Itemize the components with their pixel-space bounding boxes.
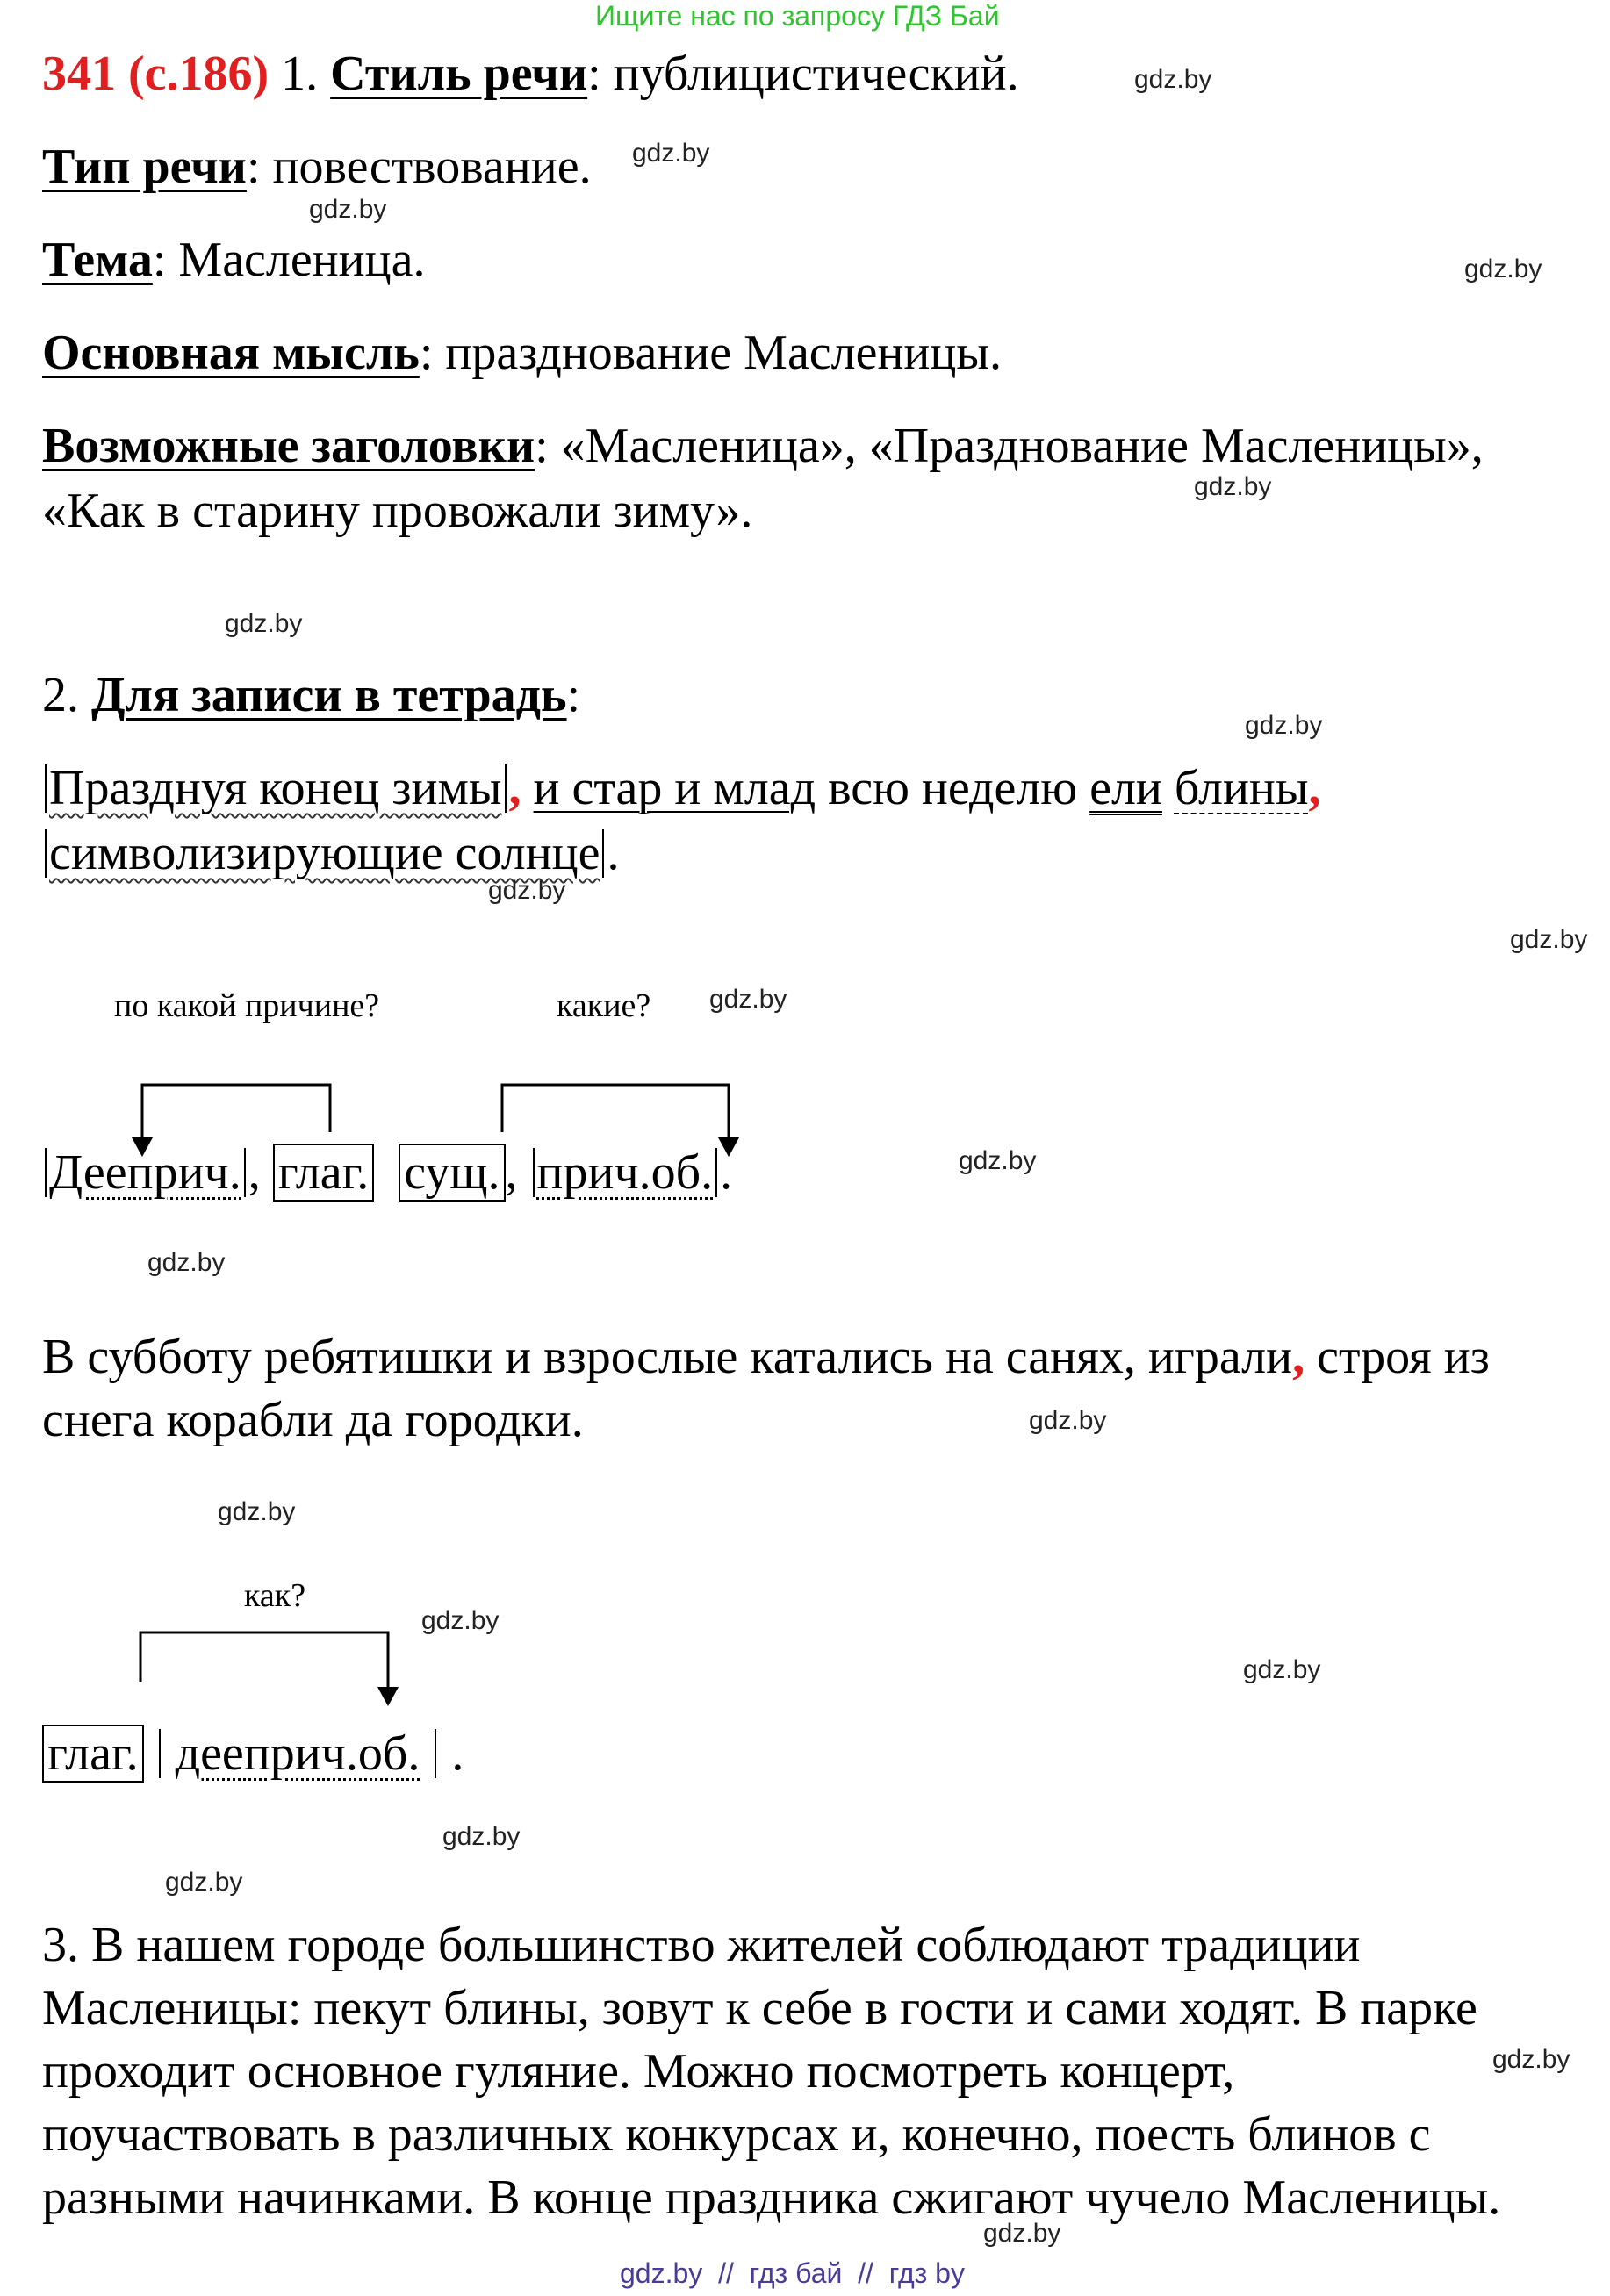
section3-line: разными начинками. В конце праздника сжигают чучело Масленицы. — [42, 2170, 1501, 2225]
section3-line: 3. В нашем городе большинство жителей соблюдают традиции — [42, 1918, 1361, 1972]
section2-number: 2. — [42, 668, 79, 722]
watermark: gdz.by — [1134, 65, 1212, 94]
section3-line: поучаствовать в различных конкурсах и, конечно, поесть блинов с — [42, 2107, 1431, 2162]
type-value: : повествование. — [246, 140, 592, 194]
style-value: : публицистический. — [587, 47, 1019, 101]
period: . — [607, 826, 620, 880]
style-label: Стиль речи — [330, 47, 588, 101]
watermark: gdz.by — [488, 876, 566, 905]
theme-value: : Масленица. — [152, 233, 426, 287]
watermark: gdz.by — [309, 195, 387, 224]
watermark: gdz.by — [959, 1146, 1037, 1175]
dependency-arrow — [140, 1632, 388, 1690]
scheme2-row — [42, 1722, 464, 1785]
section3-line: проходит основное гуляние. Можно посмотреть концерт, — [42, 2044, 1235, 2099]
item-number: 1. — [281, 47, 319, 101]
clause-bar — [715, 1148, 717, 1197]
watermark: gdz.by — [632, 139, 710, 168]
clause-bar — [45, 1148, 47, 1197]
middle-text: всю неделю — [816, 761, 1090, 815]
sentence2-line1 — [42, 1325, 1490, 1388]
subject: и стар и млад — [533, 761, 816, 815]
watermark: gdz.by — [1243, 1655, 1321, 1684]
sentence2-text: В субботу ребятишки и взрослые катались на санях, играли — [42, 1330, 1293, 1384]
clause-bar — [159, 1729, 161, 1778]
scheme-verb: глаг. — [273, 1144, 375, 1202]
question-label: как? — [244, 1577, 306, 1614]
watermark: gdz.by — [218, 1497, 296, 1526]
scheme-verb: глаг. — [42, 1725, 144, 1783]
scheme-period: . — [451, 1726, 464, 1781]
clause-bar — [533, 1148, 535, 1197]
scheme-noun: сущ. — [399, 1144, 505, 1202]
dependency-arrow — [502, 1085, 729, 1141]
idea-value: : празднование Масленицы. — [419, 326, 1002, 380]
scheme-period: . — [720, 1145, 733, 1200]
scheme1-row — [42, 1141, 732, 1204]
clause-bar — [244, 1148, 246, 1197]
top-banner: Ищите нас по запросу ГДЗ Бай — [595, 0, 1000, 32]
participle-phrase: Празднуя конец зимы — [49, 761, 502, 815]
watermark: gdz.by — [225, 609, 303, 638]
clause-bar — [435, 1729, 436, 1778]
scheme-participle: прич.об. — [536, 1145, 714, 1200]
idea-label: Основная мысль — [42, 326, 420, 380]
footer-links: gdz.by // гдз бай // гдз by — [620, 2257, 965, 2289]
watermark: gdz.by — [1464, 255, 1542, 283]
participle-phrase: символизирующие солнце — [49, 826, 600, 880]
watermark: gdz.by — [709, 985, 787, 1014]
scheme-comma: , — [248, 1145, 261, 1200]
titles-label: Возможные заголовки — [42, 419, 535, 473]
dependency-arrow — [142, 1085, 330, 1141]
red-comma: , — [1292, 1330, 1305, 1384]
question-label: какие? — [557, 987, 651, 1024]
scheme-gerund-phrase: дееприч.об. — [175, 1726, 420, 1781]
sentence2-text-end: строя из — [1305, 1330, 1490, 1384]
arrow-head — [377, 1687, 399, 1706]
watermark: gdz.by — [421, 1606, 500, 1635]
watermark: gdz.by — [1194, 472, 1272, 501]
predicate: ели — [1089, 761, 1162, 815]
watermark: gdz.by — [147, 1248, 226, 1277]
watermark: gdz.by — [442, 1822, 521, 1851]
sentence2-line2: снега корабли да городки. — [42, 1393, 584, 1447]
watermark: gdz.by — [1245, 711, 1323, 740]
red-comma: , — [1308, 761, 1321, 815]
watermark: gdz.by — [983, 2219, 1061, 2248]
titles-value: : «Масленица», «Празднование Масленицы», — [535, 419, 1484, 473]
titles-line-2: «Как в старину провожали зиму». — [42, 484, 753, 538]
object: блины — [1174, 761, 1309, 815]
section2-label: Для записи в тетрадь — [91, 668, 567, 722]
scheme-gerund: Дееприч. — [49, 1145, 241, 1200]
exercise-number: 341 (с.186) — [42, 47, 270, 101]
theme-label: Тема — [42, 233, 153, 287]
type-label: Тип речи — [42, 140, 247, 194]
section3-line: Масленицы: пекут блины, зовут к себе в гости и сами ходят. В парке — [42, 1981, 1477, 2035]
red-comma: , — [508, 761, 521, 815]
watermark: gdz.by — [1510, 925, 1588, 954]
watermark: gdz.by — [1029, 1406, 1107, 1435]
section2-colon: : — [566, 668, 581, 722]
scheme-comma: , — [505, 1145, 518, 1200]
watermark: gdz.by — [1492, 2045, 1570, 2074]
watermark: gdz.by — [165, 1868, 243, 1897]
question-label: по какой причине? — [114, 987, 380, 1024]
